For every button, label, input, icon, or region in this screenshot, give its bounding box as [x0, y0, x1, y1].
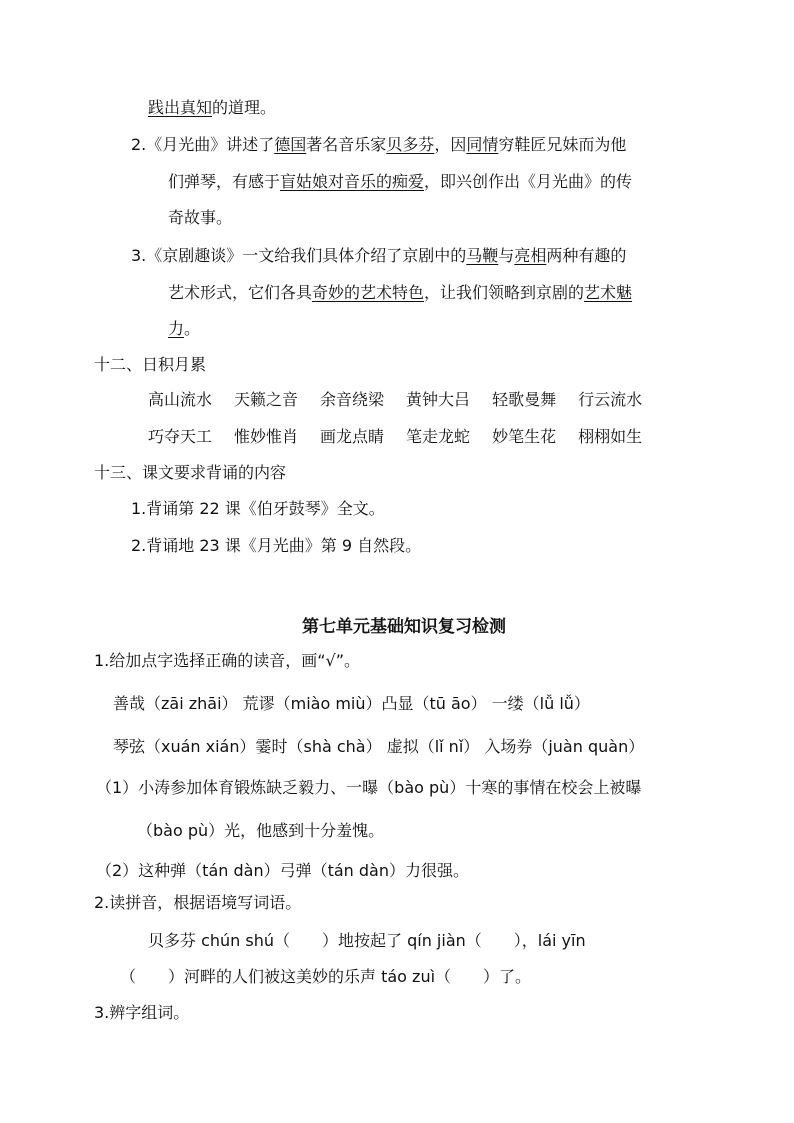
summary-line-0: 践出真知的道理。 [148, 98, 277, 117]
underlined-phrase: 盲姑娘对音乐的痴爱 [280, 172, 425, 191]
question-1-prompt: 1.给加点字选择正确的读音，画“√”。 [94, 651, 361, 670]
question-1-line-1: 善哉（zāi zhāi） 荒谬（miào miù）凸显（tū āo） 一缕（lǚ lǚ） [113, 694, 590, 713]
idiom: 轻歌曼舞 [492, 390, 557, 409]
idiom: 巧夺天工 [148, 427, 213, 446]
question-1-line-4: （bào pù）光，他感到十分羞愧。 [137, 821, 385, 840]
underlined-phrase: 亮相 [514, 246, 547, 265]
summary-item-3-line-2: 艺术形式，它们各具奇妙的艺术特色，让我们领略到京剧的艺术魅 [168, 283, 633, 302]
idiom: 行云流水 [578, 390, 643, 409]
question-1-line-3: （1）小涛参加体育锻炼缺乏毅力、一曝（bào pù）十寒的事情在校会上被曝 [96, 778, 642, 797]
summary-item-2-line-3: 奇故事。 [168, 208, 233, 227]
summary-item-2-line-2: 们弹琴，有感于盲姑娘对音乐的痴爱，即兴创作出《月光曲》的传 [168, 172, 633, 191]
underlined-phrase: 践出真知 [148, 98, 213, 117]
underlined-phrase: 马鞭 [466, 246, 499, 265]
idiom: 笔走龙蛇 [406, 427, 471, 446]
idiom: 天籁之音 [234, 390, 299, 409]
idiom: 黄钟大吕 [406, 390, 471, 409]
underlined-phrase: 贝多芬 [386, 135, 435, 154]
summary-item-3-line-3: 力。 [168, 319, 201, 338]
question-3-prompt: 3.辨字组词。 [94, 1003, 190, 1022]
recitation-item-1: 1.背诵第 22 课《伯牙鼓琴》全文。 [131, 499, 385, 518]
idiom: 栩栩如生 [578, 427, 643, 446]
question-2-line-2: （ ）河畔的人们被这美妙的乐声 táo zuì（ ）了。 [120, 967, 532, 986]
underlined-phrase: 力 [168, 319, 185, 338]
summary-item-2-line-1: 2.《月光曲》讲述了德国著名音乐家贝多芬，因同情穷鞋匠兄妹而为他 [131, 135, 627, 154]
section-12-heading: 十二、日积月累 [94, 355, 207, 374]
question-2-line-1: 贝多芬 chún shú（ ）地按起了 qín jiàn（ ），lái yīn [148, 931, 586, 950]
test-title: 第七单元基础知识复习检测 [302, 617, 506, 637]
idiom: 妙笔生花 [492, 427, 557, 446]
section-13-heading: 十三、课文要求背诵的内容 [94, 463, 287, 482]
underlined-phrase: 艺术魅 [584, 283, 633, 302]
underlined-phrase: 德国 [274, 135, 307, 154]
recitation-item-2: 2.背诵地 23 课《月光曲》第 9 自然段。 [131, 536, 422, 555]
question-1-line-5: （2）这种弹（tán dàn）弓弹（tán dàn）力很强。 [96, 861, 469, 880]
idiom: 画龙点睛 [320, 427, 385, 446]
idiom-row-1 [148, 390, 664, 410]
idiom: 惟妙惟肖 [234, 427, 299, 446]
question-2-prompt: 2.读拼音，根据语境写词语。 [94, 893, 302, 912]
idiom-row-2 [148, 427, 664, 447]
summary-item-3-line-1: 3.《京剧趣谈》一文给我们具体介绍了京剧中的马鞭与亮相两种有趣的 [131, 246, 627, 265]
idiom: 余音绕梁 [320, 390, 385, 409]
underlined-phrase: 奇妙的艺术特色 [312, 283, 425, 302]
idiom: 高山流水 [148, 390, 213, 409]
underlined-phrase: 同情 [466, 135, 499, 154]
question-1-line-2: 琴弦（xuán xián）霎时（shà chà） 虚拟（lǐ nǐ） 入场券（juàn quàn） [113, 737, 645, 756]
